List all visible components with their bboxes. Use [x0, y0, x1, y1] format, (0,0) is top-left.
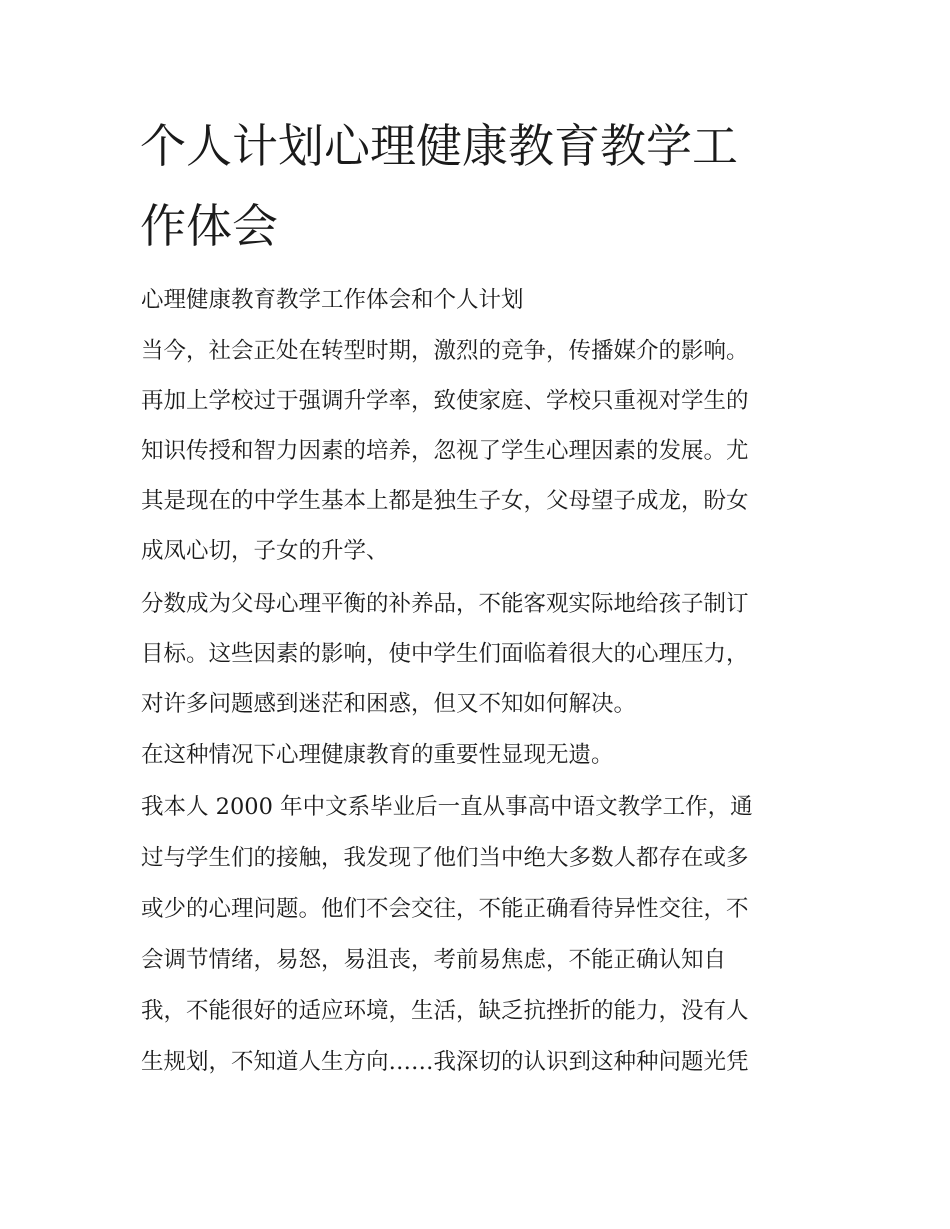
paragraph-1-line-4: 其是现在的中学生基本上都是独生子女，父母望子成龙，盼女: [141, 488, 749, 514]
document-title-line-2: 作体会: [140, 199, 278, 253]
paragraph-4-line-1: 我本人 2000 年中文系毕业后一直从事高中语文教学工作，通: [141, 794, 753, 820]
paragraph-4-line-3: 或少的心理问题。他们不会交往，不能正确看待异性交往，不: [141, 896, 749, 922]
paragraph-1-line-3: 知识传授和智力因素的培养，忽视了学生心理因素的发展。尤: [141, 438, 749, 464]
paragraph-1-line-5: 成凤心切，子女的升学、: [141, 538, 389, 564]
paragraph-4-line-4: 会调节情绪，易怒，易沮丧，考前易焦虑，不能正确认知自: [141, 947, 727, 973]
paragraph-4-line-2: 过与学生们的接触，我发现了他们当中绝大多数人都存在或多: [141, 845, 749, 871]
paragraph-1-line-2: 再加上学校过于强调升学率，致使家庭、学校只重视对学生的: [141, 388, 749, 414]
document-subtitle: 心理健康教育教学工作体会和个人计划: [141, 287, 524, 313]
paragraph-2-line-2: 目标。这些因素的影响，使中学生们面临着很大的心理压力，: [141, 641, 749, 667]
paragraph-2-line-1: 分数成为父母心理平衡的补养品，不能客观实际地给孩子制订: [141, 591, 749, 617]
document-title-line-1: 个人计划心理健康教育教学工: [140, 119, 738, 173]
paragraph-4-line-6: 生规划，不知道人生方向……我深切的认识到这种种问题光凭: [141, 1049, 749, 1075]
paragraph-1-line-1: 当今，社会正处在转型时期，激烈的竞争，传播媒介的影响。: [141, 338, 749, 364]
paragraph-4-line-5: 我，不能很好的适应环境，生活，缺乏抗挫折的能力，没有人: [141, 998, 749, 1024]
paragraph-3: 在这种情况下心理健康教育的重要性显现无遗。: [141, 742, 614, 768]
paragraph-2-line-3: 对许多问题感到迷茫和困惑，但又不知如何解决。: [141, 691, 637, 717]
